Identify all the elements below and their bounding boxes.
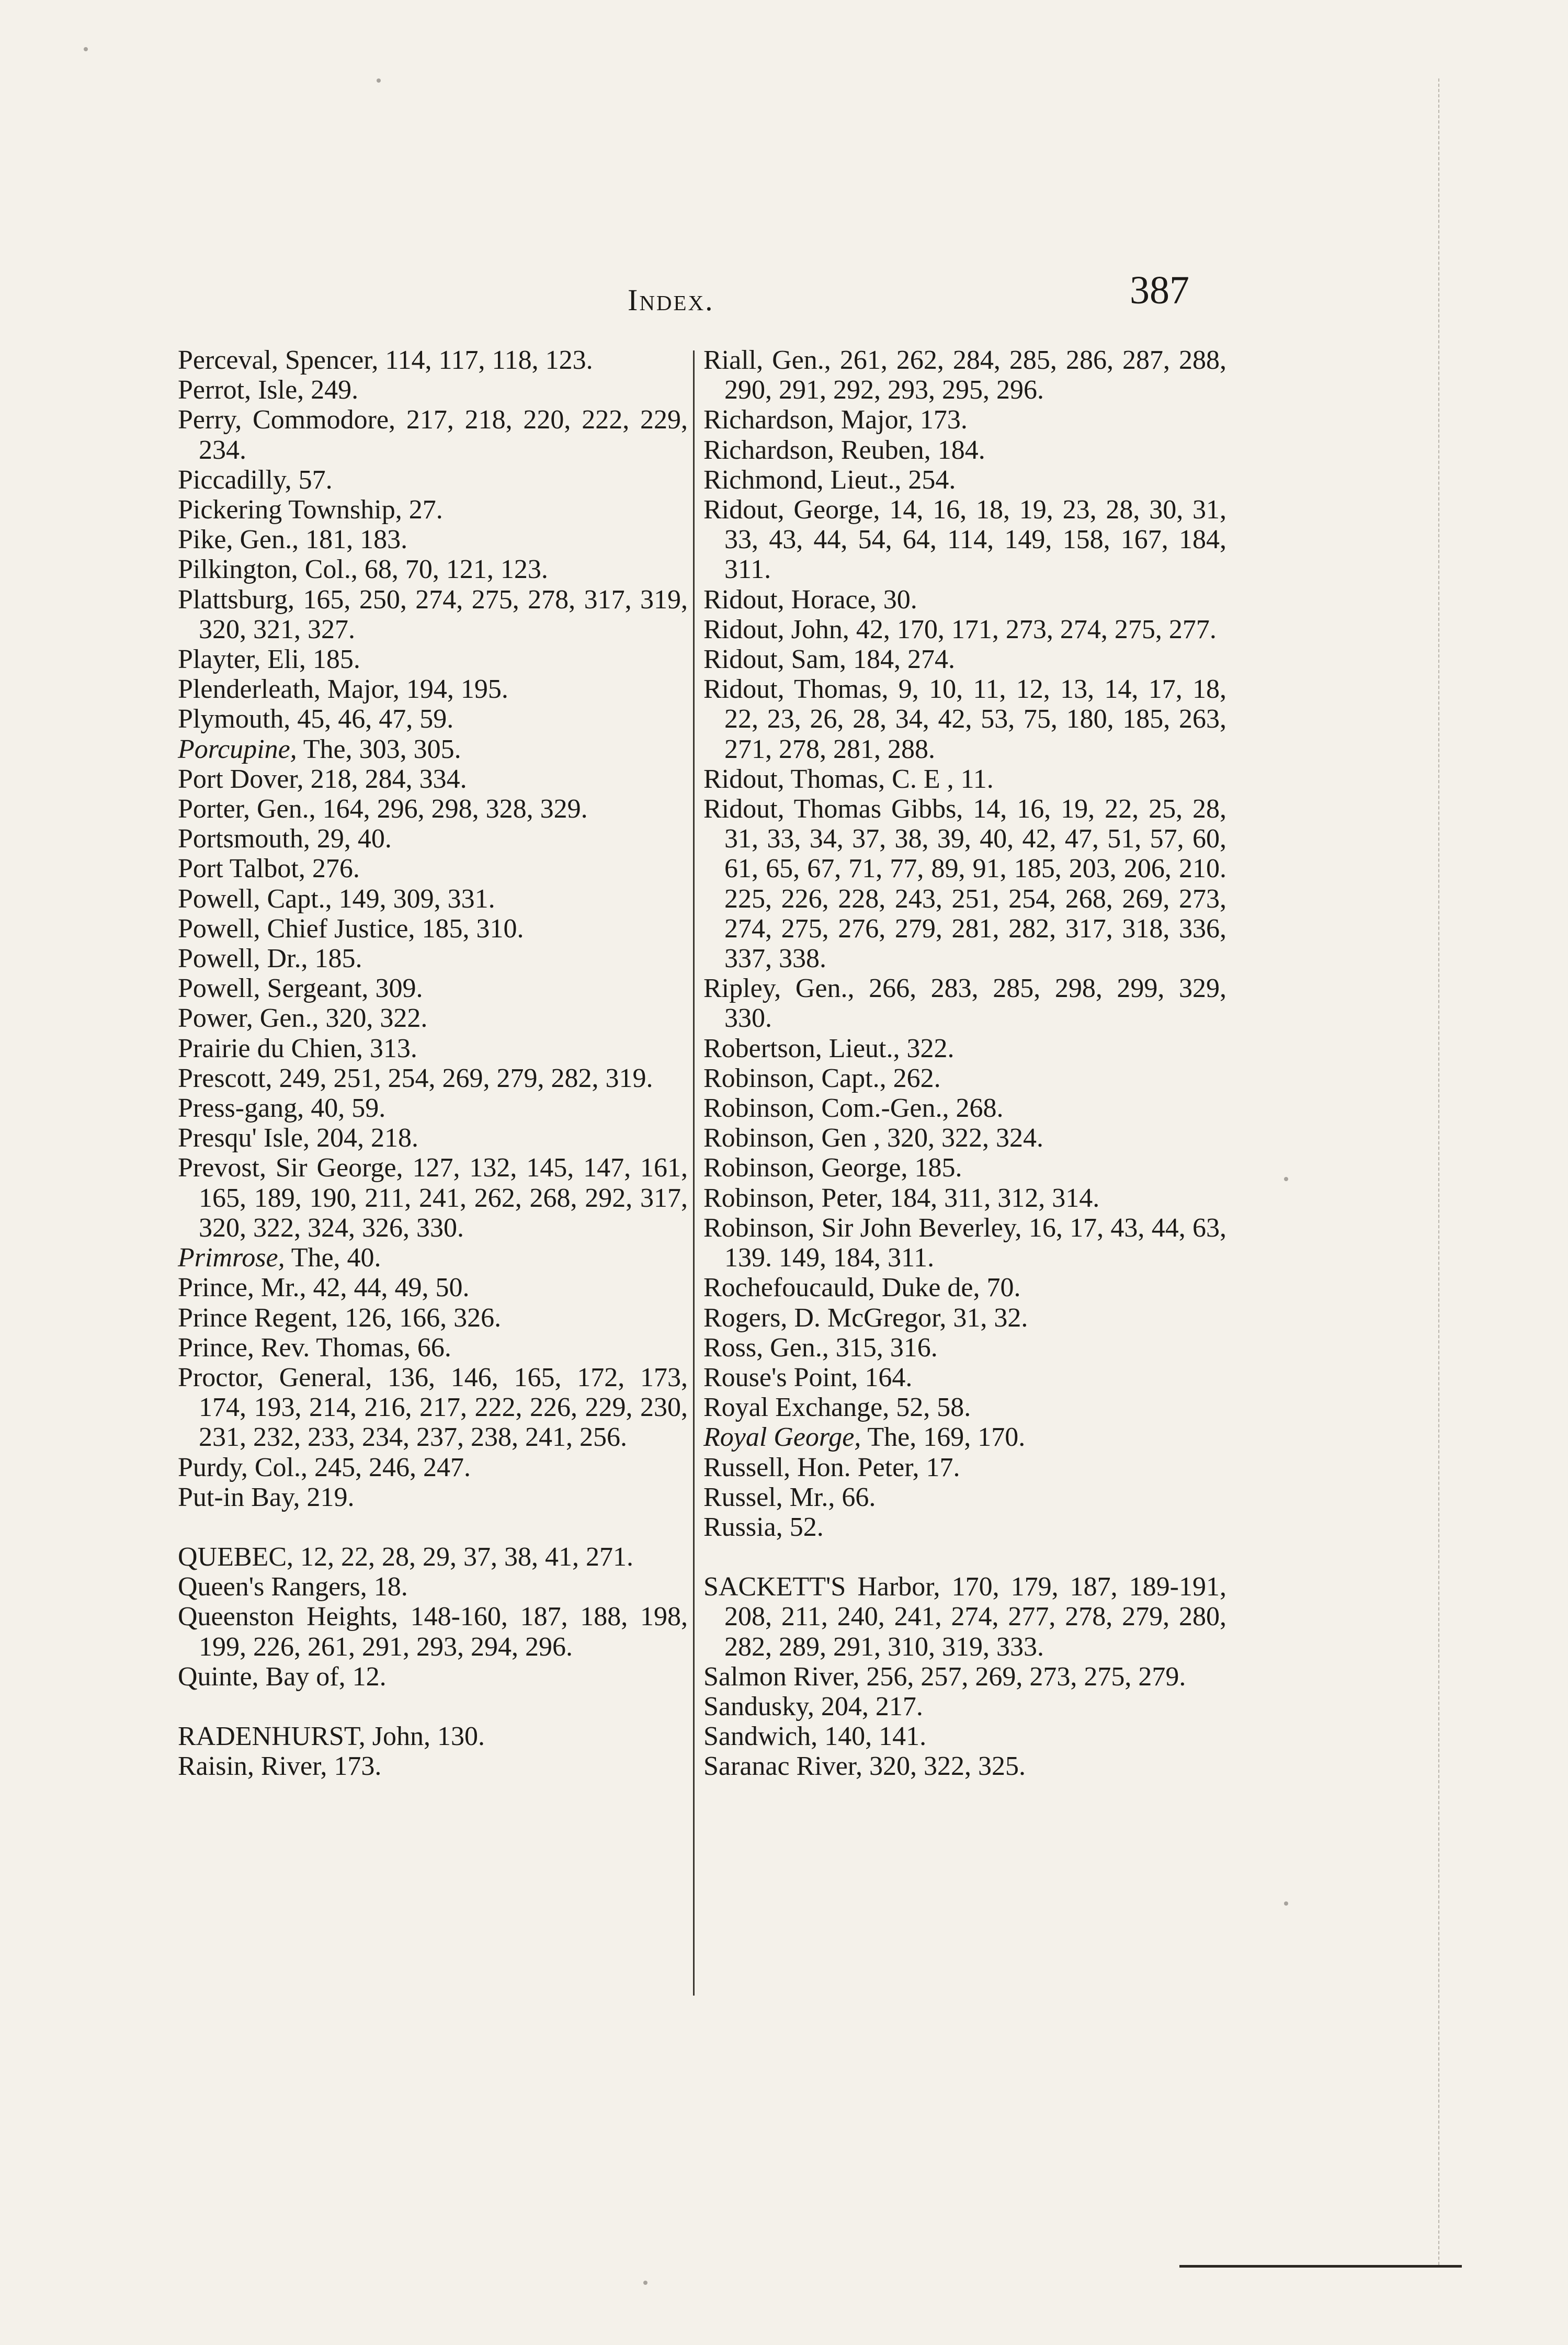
index-entry-pages: 320, 322, 324. [887,1123,1043,1153]
page-number: 387 [1130,268,1189,312]
index-entry [178,405,688,465]
index-entry [703,1751,1226,1781]
index-entry-heading: Port Talbot, [178,854,305,884]
index-entry-heading: Salmon River, [703,1661,860,1692]
index-entry [178,973,688,1003]
index-entry-pages: 173. [919,405,968,435]
index-entry-heading: Robinson, George, [703,1153,908,1183]
binding-edge [1438,78,1453,2265]
index-entry-heading: SACKETT'S Harbor, [703,1572,940,1602]
index-entry [703,1153,1226,1183]
index-entry-heading: Sandwich, [703,1721,818,1752]
paper-speck [1284,1901,1288,1906]
index-entry-heading: Perry, Commodore, [178,405,396,435]
index-entry-heading: Power, Gen., [178,1003,319,1034]
index-entry [178,1273,688,1302]
index-entry-pages: 140, 141. [824,1721,927,1752]
index-entry-heading: Sandusky, [703,1691,814,1721]
index-entry-heading: Ridout, Horace, [703,584,877,615]
index-entry [178,704,688,734]
index-entry-pages: 18. [373,1572,408,1602]
index-entry [178,1542,688,1572]
index-entry [703,1034,1226,1063]
index-entry [178,854,688,883]
index-entry-pages: 266, 283, 285, 298, 299, 329, 330. [724,973,1227,1034]
index-entry-heading: Ridout, George, [703,495,880,525]
index-entry [703,1063,1226,1093]
index-entry-pages: 185. [914,1153,962,1183]
index-entry-pages: 219. [306,1482,355,1512]
index-entry-heading: Primrose, [178,1243,285,1273]
index-entry [178,1572,688,1602]
index-entry-heading: Ridout, Thomas Gibbs, [703,794,963,824]
index-entry [703,435,1226,465]
index-entry-pages: 9, 10, 11, 12, 13, 14, 17, 18, 22, 23, 26, 28, 34, 42, 53, 75, 180, 185, 263, 271, 278, 281, 288. [724,674,1227,764]
index-entry-pages: 130. [437,1721,485,1751]
index-entry-heading: Portsmouth, [178,824,310,854]
index-entry-heading: Prairie du Chien, [178,1033,363,1063]
index-entry-heading: Russell, Hon. Peter, [703,1452,919,1482]
index-entry [178,884,688,914]
index-entry-pages: 322. [906,1033,955,1063]
index-entry [178,794,688,824]
index-entry-heading: Playter, Eli, [178,644,306,675]
index-entry-pages: 164. [865,1362,913,1392]
index-column-left [178,345,688,1781]
index-entry-pages: 70. [986,1273,1021,1303]
index-entry-heading: Powell, Sergeant, [178,973,369,1004]
index-entry-heading: Port Dover, [178,764,304,794]
index-entry-heading: Pilkington, Col., [178,554,358,585]
index-entry-heading: Raisin, River, [178,1751,327,1782]
index-entry [178,944,688,973]
index-entry [703,1721,1226,1751]
index-entry-heading: Robinson, Capt., [703,1063,887,1093]
index-entry-heading: Richardson, Major, [703,405,913,435]
index-entry [703,345,1226,405]
index-entry [178,1303,688,1333]
index-entry-heading: Perrot, Isle, [178,375,304,405]
index-entry [703,615,1226,644]
index-entry-pages: 261, 262, 284, 285, 286, 287, 288, 290, 291, 292, 293, 295, 296. [724,345,1226,405]
index-entry-pages: 320, 322. [325,1003,428,1034]
index-entry-heading: Queen's Rangers, [178,1572,367,1602]
index-entry [178,1153,688,1243]
index-entry-heading: Robertson, Lieut., [703,1033,900,1063]
index-entry-heading: Powell, Chief Justice, [178,913,415,944]
index-entry [703,1363,1226,1392]
index-entry-heading: Russia, [703,1512,783,1542]
index-entry-pages: 249, 251, 254, 269, 279, 282, 319. [279,1063,653,1093]
index-entry-pages: 17. [926,1452,960,1482]
index-entry-pages: 256, 257, 269, 273, 275, 279. [866,1661,1186,1692]
index-entry-pages: 268. [956,1093,1004,1124]
index-entry-pages: 66. [417,1332,451,1363]
index-entry-pages: 127, 132, 145, 147, 161, 165, 189, 190, 211, 241, 262, 268, 292, 317, 320, 322, 324, 326, 330. [199,1153,688,1243]
index-entry [703,1453,1226,1482]
index-entry [178,1063,688,1093]
index-entry-pages: 149, 309, 331. [338,883,495,914]
index-entry-heading: Purdy, Col., [178,1452,308,1482]
index-entry [703,1123,1226,1153]
index-entry [178,674,688,704]
index-entry [178,1662,688,1692]
index-entry-heading: Prince Regent, [178,1302,338,1333]
index-entry-pages: 14, 16, 18, 19, 23, 28, 30, 31, 33, 43, 44, 54, 64, 114, 149, 158, 167, 184, 311. [724,495,1227,585]
index-entry [703,644,1226,674]
index-entry-pages: The, 303, 305. [303,734,461,764]
index-entry [178,375,688,405]
index-entry-pages: The, 169, 170. [867,1422,1026,1453]
index-entry [178,734,688,764]
index-entry-heading: Richmond, Lieut., [703,465,902,495]
index-entry-heading: Prescott, [178,1063,272,1093]
index-entry-pages: 12. [352,1661,387,1692]
index-entry-heading: Proctor, General, [178,1362,372,1392]
index-entry-heading: Quinte, Bay of, [178,1661,346,1692]
index-entry-pages: 313. [369,1033,417,1063]
index-entry-heading: QUEBEC, [178,1542,293,1572]
index-entry [703,495,1226,585]
index-entry-heading: Royal George, [703,1422,861,1453]
index-entry-pages: 204, 217. [821,1691,923,1721]
index-entry-heading: Plattsburg, [178,584,294,615]
index-entry [178,1243,688,1273]
index-entry-pages: 276. [312,854,360,884]
index-entry-pages: The, 40. [291,1243,381,1273]
index-entry-heading: Prince, Rev. Thomas, [178,1332,411,1363]
index-entry-pages: 42, 170, 171, 273, 274, 275, 277. [856,614,1217,644]
index-entry [703,764,1226,794]
index-entry-pages: 315, 316. [835,1332,938,1363]
index-entry-pages: 185. [314,944,362,974]
index-entry-heading: Powell, Capt., [178,883,332,914]
index-entry-pages: 148-160, 187, 188, 198, 199, 226, 261, 291, 293, 294, 296. [199,1602,688,1662]
index-entry [703,1662,1226,1692]
index-entry-pages: 184, 274. [853,644,956,675]
index-entry [703,1333,1226,1363]
index-entry-pages: 68, 70, 121, 123. [364,554,548,585]
index-entry [178,1602,688,1661]
index-entry-heading: Robinson, Gen , [703,1123,880,1153]
index-entry-pages: 27. [408,495,443,525]
index-entry-pages: 204, 218. [316,1123,419,1153]
page-title: Index. [628,283,714,317]
index-entry-heading: Perceval, Spencer, [178,345,379,375]
index-entry [178,1123,688,1153]
index-entry [178,585,688,644]
index-entry [178,465,688,495]
index-entry [703,794,1226,973]
index-entry-heading: Prince, Mr., [178,1273,306,1303]
paper-speck [643,2281,647,2285]
paper-speck [1284,1177,1288,1181]
index-entry [703,1273,1226,1302]
index-entry [703,1422,1226,1452]
index-entry-pages: 12, 22, 28, 29, 37, 38, 41, 271. [300,1542,633,1572]
index-entry-heading: Piccadilly, [178,465,292,495]
index-entry-pages: 245, 246, 247. [314,1452,471,1482]
index-entry [178,1363,688,1453]
index-entry-heading: Ross, Gen., [703,1332,829,1363]
index-entry-pages: 40, 59. [311,1093,386,1124]
index-entry [703,1512,1226,1542]
index-entry-heading: Saranac River, [703,1751,863,1782]
index-entry [703,1482,1226,1512]
index-entry-pages: 309. [375,973,423,1004]
index-entry [178,1003,688,1033]
index-entry-pages: 194, 195. [406,674,508,705]
index-entry-pages: 31, 32. [953,1302,1028,1333]
index-entry-pages: 11. [960,764,994,794]
index-entry [703,405,1226,435]
index-entry-pages: 262. [893,1063,941,1093]
index-entry [178,525,688,554]
index-entry-heading: Prevost, Sir George, [178,1153,403,1183]
index-entry-heading: Queenston Heights, [178,1602,398,1632]
index-entry [703,1183,1226,1213]
bottom-rule [1179,2265,1462,2268]
index-entry [178,1093,688,1123]
index-entry-pages: 30. [883,584,917,615]
index-entry-pages: 16, 17, 43, 44, 63, 139. 149, 184, 311. [724,1213,1227,1273]
index-entry-heading: Pike, Gen., [178,525,299,555]
index-entry-pages: 14, 16, 19, 22, 25, 28, 31, 33, 34, 37, 38, 39, 40, 42, 47, 51, 57, 60, 61, 65, 67, 71, 77, 89, 91, 185, 203, 206, 210. 225, 226, 228, 243, 251, 254, 268, 269, 273, 274, 275, 276, 279, 281, 282, 317, 318, 336, 337, 338. [724,794,1227,974]
index-entry-heading: RADENHURST, John, [178,1721,430,1751]
index-entry [178,1333,688,1363]
index-entry [703,1572,1226,1662]
index-entry [178,1482,688,1512]
index-entry-heading: Ripley, Gen., [703,973,855,1004]
index-entry-heading: Robinson, Sir John Beverley, [703,1213,1022,1243]
index-entry [178,1453,688,1482]
index-entry-pages: 249. [311,375,359,405]
index-entry-heading: Robinson, Com.-Gen., [703,1093,949,1124]
index-entry [703,465,1226,495]
index-entry-pages: 165, 250, 274, 275, 278, 317, 319, 320, 321, 327. [199,584,688,644]
index-entry [703,1213,1226,1273]
index-entry-heading: Royal Exchange, [703,1392,890,1423]
index-entry-pages: 254. [908,465,956,495]
index-entry-pages: 57. [298,465,333,495]
paper-speck [84,47,88,51]
index-entry [178,495,688,525]
index-entry-pages: 184. [937,435,985,465]
index-entry-heading: Ridout, Thomas, C. E , [703,764,954,794]
index-entry [178,824,688,854]
index-entry-heading: Press-gang, [178,1093,304,1124]
index-column-right [703,345,1226,1782]
index-entry-heading: Ridout, Sam, [703,644,847,675]
index-entry-pages: 181, 183. [305,525,408,555]
index-entry-pages: 52. [789,1512,824,1542]
index-entry-heading: Porcupine, [178,734,297,764]
index-entry [178,345,688,375]
index-entry [178,644,688,674]
index-entry-pages: 170, 179, 187, 189-191, 208, 211, 240, 241, 274, 277, 278, 279, 280, 282, 289, 291, 310, 319, 333. [724,1572,1226,1662]
index-entry-heading: Presqu' Isle, [178,1123,310,1153]
index-entry-pages: 126, 166, 326. [345,1302,502,1333]
index-entry-heading: Russel, Mr., [703,1482,835,1512]
index-entry-pages: 173. [334,1751,382,1782]
index-entry-pages: 66. [842,1482,876,1512]
index-entry-heading: Rogers, D. McGregor, [703,1302,947,1333]
index-entry-pages: 184, 311, 312, 314. [890,1183,1100,1213]
index-entry-heading: Put-in Bay, [178,1482,300,1512]
index-entry-heading: Robinson, Peter, [703,1183,883,1213]
index-entry [703,585,1226,615]
index-entry-pages: 114, 117, 118, 123. [385,345,593,375]
column-divider [693,350,695,1996]
index-entry-heading: Plymouth, [178,704,291,734]
index-entry-pages: 136, 146, 165, 172, 173, 174, 193, 214, 216, 217, 222, 226, 229, 230, 231, 232, 233, 234, 237, 238, 241, 256. [199,1362,688,1453]
index-entry [178,554,688,584]
index-entry [178,1721,688,1751]
index-entry-heading: Powell, Dr., [178,944,308,974]
index-entry [703,973,1226,1033]
index-entry-pages: 52, 58. [896,1392,971,1423]
index-entry-pages: 218, 284, 334. [310,764,467,794]
index-entry-pages: 42, 44, 49, 50. [313,1273,470,1303]
index-entry-pages: 45, 46, 47, 59. [297,704,454,734]
index-entry-pages: 185, 310. [422,913,524,944]
index-entry-heading: Rouse's Point, [703,1362,858,1392]
index-entry-heading: Richardson, Reuben, [703,435,931,465]
index-entry [178,1751,688,1781]
index-entry [178,914,688,944]
index-entry [703,1093,1226,1123]
index-entry-pages: 320, 322, 325. [869,1751,1026,1782]
index-entry-heading: Rochefoucauld, Duke de, [703,1273,980,1303]
index-entry [703,1392,1226,1422]
index-entry-pages: 164, 296, 298, 328, 329. [322,794,588,824]
index-entry-heading: Porter, Gen., [178,794,316,824]
index-entry-heading: Pickering Township, [178,495,402,525]
index-entry [703,1692,1226,1721]
index-entry-pages: 29, 40. [316,824,392,854]
index-entry-heading: Plenderleath, Major, [178,674,400,705]
index-entry [703,674,1226,764]
index-entry [178,764,688,794]
paper-speck [377,78,381,83]
index-entry [703,1303,1226,1333]
index-entry-pages: 185. [312,644,360,675]
index-entry-pages: 217, 218, 220, 222, 229, 234. [199,405,688,465]
index-entry [178,1034,688,1063]
index-entry-heading: Ridout, Thomas, [703,674,889,705]
index-entry-heading: Ridout, John, [703,614,849,644]
index-entry-heading: Riall, Gen., [703,345,831,375]
